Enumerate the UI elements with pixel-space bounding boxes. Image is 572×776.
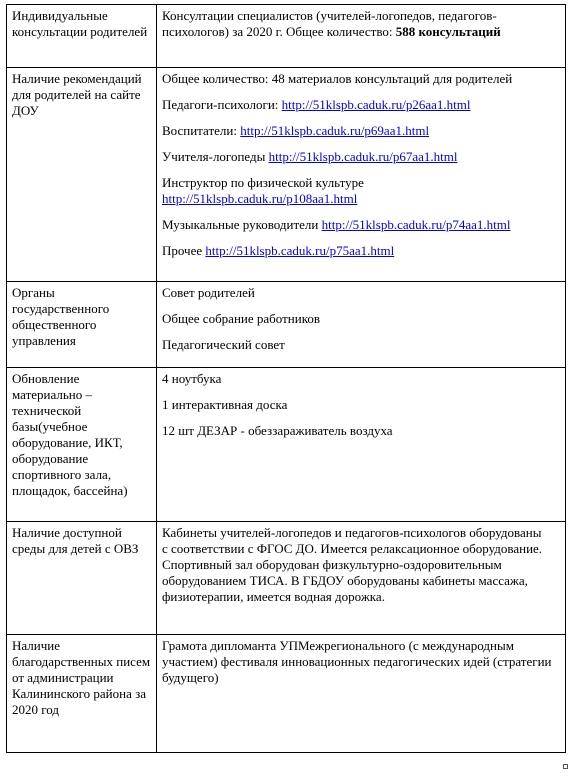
link-item	[162, 175, 560, 207]
link-item	[162, 123, 560, 139]
list-item: Педагогический совет	[162, 337, 285, 352]
link-prefix: Инструктор по физической культуре	[162, 175, 364, 190]
row-label: Органы государственного общественного управления	[7, 282, 157, 368]
link-item	[162, 243, 560, 259]
link-prefix: Музыкальные руководители	[162, 217, 322, 232]
row-content	[157, 5, 566, 68]
row-label: Наличие рекомендаций для родителей на сайте ДОУ	[7, 68, 157, 282]
link-prefix: Учителя-логопеды	[162, 149, 269, 164]
text-line: с соответствии с ФГОС ДО. Имеется релаксационное оборудование.	[162, 541, 543, 556]
site-link[interactable]: http://51klspb.caduk.ru/p75aa1.html	[205, 243, 395, 258]
text-line: Спортивный зал оборудован физкультурно-оздоровительным оборудованием ТИСА. В ГБДОУ оборудованы кабинеты массажа, физиотерапии, имеется водная дорожка.	[162, 557, 528, 604]
link-item	[162, 149, 560, 165]
row-label: Обновление материально – технической базы(учебное оборудование, ИКТ, оборудование спортивного зала, площадок, бассейна)	[7, 368, 157, 522]
table-row	[7, 368, 566, 522]
row-content	[157, 368, 566, 522]
site-link[interactable]: http://51klspb.caduk.ru/p108aa1.html	[162, 191, 358, 206]
link-item	[162, 97, 560, 113]
link-prefix: Прочее	[162, 243, 206, 258]
link-item	[162, 217, 560, 233]
row-content	[157, 635, 566, 753]
list-item: 1 интерактивная доска	[162, 397, 288, 412]
row-label: Наличие доступной среды для детей с ОВЗ	[7, 522, 157, 635]
link-prefix: Воспитатели:	[162, 123, 241, 138]
table-row	[7, 68, 566, 282]
materials-total: Общее количество: 48 материалов консультаций для родителей	[162, 71, 513, 86]
row-label: Индивидуальные консультации родителей	[7, 5, 157, 68]
link-prefix: Педагоги-психологи:	[162, 97, 282, 112]
table-row	[7, 282, 566, 368]
consultations-text: Консултации специалистов (учителей-логопедов, педагогов-психологов) за 2020 г. Общее количество:	[162, 8, 497, 39]
site-link[interactable]: http://51klspb.caduk.ru/p67aa1.html	[268, 149, 458, 164]
consultations-count: 588 консультаций	[395, 24, 501, 39]
award-text: Грамота дипломанта УПМежрегионального (с международным участием) фестиваля инновационных педагогических идей (стратегии будущего)	[162, 638, 552, 685]
site-link[interactable]: http://51klspb.caduk.ru/p26aa1.html	[281, 97, 471, 112]
row-content	[157, 68, 566, 282]
row-content	[157, 522, 566, 635]
row-content	[157, 282, 566, 368]
site-link[interactable]: http://51klspb.caduk.ru/p74aa1.html	[321, 217, 511, 232]
table-row	[7, 5, 566, 68]
site-link[interactable]: http://51klspb.caduk.ru/p69aa1.html	[240, 123, 430, 138]
list-item: Совет родителей	[162, 285, 255, 300]
info-table	[6, 4, 566, 753]
text-line: Кабинеты учителей-логопедов и педагогов-психологов оборудованы	[162, 525, 542, 540]
list-item: 12 шт ДЕЗАР - обеззараживатель воздуха	[162, 423, 393, 438]
list-item: 4 ноутбука	[162, 371, 222, 386]
table-row	[7, 522, 566, 635]
row-label: Наличие благодарственных писем от администрации Калининского района за 2020 год	[7, 635, 157, 753]
table-row	[7, 635, 566, 753]
end-marker	[563, 764, 568, 769]
list-item: Общее собрание работников	[162, 311, 320, 326]
